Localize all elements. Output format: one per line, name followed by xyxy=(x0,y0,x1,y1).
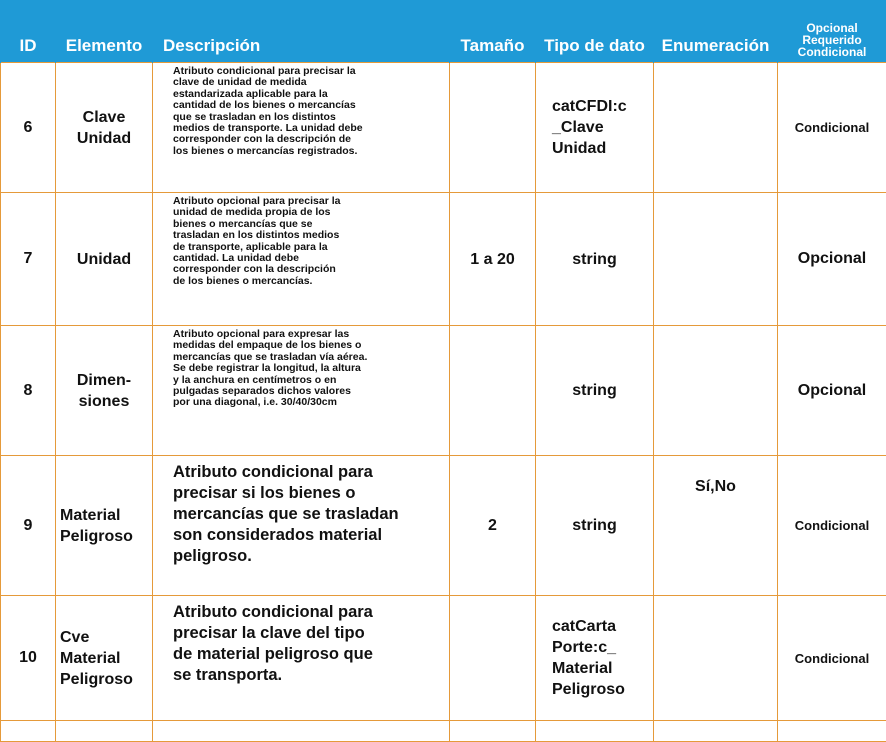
header-req-line3: Condicional xyxy=(778,46,886,58)
elemento-line: Peligroso xyxy=(60,526,152,547)
desc-line: precisar si los bienes o xyxy=(173,483,441,504)
elemento-line: Unidad xyxy=(56,128,152,149)
table-row xyxy=(1,596,886,721)
desc-line: medios de transporte. La unidad debe xyxy=(173,123,443,134)
tipo-line: Peligroso xyxy=(552,679,653,700)
desc-line: Atributo opcional para precisar la xyxy=(173,196,443,207)
desc-line: mercancías que se trasladan xyxy=(173,504,441,525)
header-enumeracion: Enumeración xyxy=(654,0,778,63)
elemento-line: Peligroso xyxy=(60,669,152,690)
elemento-line: Dimen- xyxy=(56,370,152,391)
cell-elemento xyxy=(56,596,153,721)
desc-line: cantidad. La unidad debe xyxy=(173,253,443,264)
desc-line: pulgadas separados dichos valores xyxy=(173,386,443,397)
desc-line: son considerados material xyxy=(173,525,441,546)
cell-empty xyxy=(153,721,450,742)
header-descripcion: Descripción xyxy=(153,0,450,63)
header-requerido xyxy=(778,0,886,63)
cell-tamano: 2 xyxy=(450,456,536,596)
desc-line: y la anchura en centímetros o en xyxy=(173,375,443,386)
cell-enumeracion xyxy=(654,326,778,456)
header-id: ID xyxy=(1,0,56,63)
desc-line: precisar la clave del tipo xyxy=(173,623,441,644)
cell-descripcion xyxy=(153,326,450,456)
desc-line: trasladan en los distintos medios xyxy=(173,230,443,241)
cell-descripcion xyxy=(153,193,450,326)
header-tipo: Tipo de dato xyxy=(536,0,654,63)
tipo-line: catCarta xyxy=(552,616,653,637)
tipo-line: string xyxy=(536,380,653,401)
elemento-line: Material xyxy=(60,648,152,669)
elemento-line: Clave xyxy=(56,107,152,128)
header-tamano: Tamaño xyxy=(450,0,536,63)
cell-id: 6 xyxy=(1,63,56,193)
cell-tipo xyxy=(536,193,654,326)
cell-enumeracion xyxy=(654,193,778,326)
desc-line: de los bienes o mercancías. xyxy=(173,276,443,287)
tipo-line: string xyxy=(536,249,653,270)
cell-enumeracion xyxy=(654,63,778,193)
desc-line: estandarizada aplicable para la xyxy=(173,89,443,100)
tipo-line: catCFDI:c xyxy=(552,96,653,117)
cell-elemento xyxy=(56,456,153,596)
tipo-line: Porte:c_ xyxy=(552,637,653,658)
cell-tipo xyxy=(536,596,654,721)
desc-line: corresponder con la descripción de xyxy=(173,134,443,145)
elemento-line: Unidad xyxy=(56,249,152,270)
desc-line: clave de unidad de medida xyxy=(173,77,443,88)
cell-elemento xyxy=(56,63,153,193)
desc-line: Atributo condicional para xyxy=(173,462,441,483)
table-row xyxy=(1,456,886,596)
cell-descripcion xyxy=(153,456,450,596)
tipo-line: Material xyxy=(552,658,653,679)
cell-id: 10 xyxy=(1,596,56,721)
cell-tipo xyxy=(536,63,654,193)
elemento-line: Cve xyxy=(60,627,152,648)
cell-tipo xyxy=(536,456,654,596)
elemento-line: Material xyxy=(60,505,152,526)
cell-tamano xyxy=(450,596,536,721)
tipo-line: _Clave xyxy=(552,117,653,138)
desc-line: Atributo condicional para xyxy=(173,602,441,623)
desc-line: cantidad de los bienes o mercancías xyxy=(173,100,443,111)
table-row-partial xyxy=(1,721,886,742)
tipo-line: Unidad xyxy=(552,138,653,159)
cell-requerido: Opcional xyxy=(778,193,886,326)
cell-id: 7 xyxy=(1,193,56,326)
cell-requerido: Condicional xyxy=(778,456,886,596)
cell-empty xyxy=(654,721,778,742)
cell-tipo xyxy=(536,326,654,456)
desc-line: los bienes o mercancías registrados. xyxy=(173,146,443,157)
cell-descripcion xyxy=(153,596,450,721)
desc-line: bienes o mercancías que se xyxy=(173,219,443,230)
cell-id: 9 xyxy=(1,456,56,596)
cell-requerido: Opcional xyxy=(778,326,886,456)
desc-line: de transporte, aplicable para la xyxy=(173,242,443,253)
cell-empty xyxy=(778,721,886,742)
elemento-line: siones xyxy=(56,391,152,412)
header-req-line1: Opcional xyxy=(778,22,886,34)
desc-line: medidas del empaque de los bienes o xyxy=(173,340,443,351)
cell-descripcion xyxy=(153,63,450,193)
cell-tamano xyxy=(450,63,536,193)
cell-empty xyxy=(536,721,654,742)
cell-requerido: Condicional xyxy=(778,596,886,721)
cell-empty xyxy=(450,721,536,742)
cell-elemento xyxy=(56,193,153,326)
cell-tamano: 1 a 20 xyxy=(450,193,536,326)
cell-elemento xyxy=(56,326,153,456)
desc-line: por una diagonal, i.e. 30/40/30cm xyxy=(173,397,443,408)
desc-line: peligroso. xyxy=(173,546,441,567)
table-row xyxy=(1,326,886,456)
cell-tamano xyxy=(450,326,536,456)
desc-line: unidad de medida propia de los xyxy=(173,207,443,218)
tipo-line: string xyxy=(536,515,653,536)
desc-line: que se trasladan en los distintos xyxy=(173,112,443,123)
cell-id: 8 xyxy=(1,326,56,456)
table-row xyxy=(1,193,886,326)
desc-line: Se debe registrar la longitud, la altura xyxy=(173,363,443,374)
desc-line: de material peligroso que xyxy=(173,644,441,665)
desc-line: se transporta. xyxy=(173,665,441,686)
desc-line: Atributo condicional para precisar la xyxy=(173,66,443,77)
table-row xyxy=(1,63,886,193)
desc-line: mercancías que se trasladan vía aérea. xyxy=(173,352,443,363)
cell-empty xyxy=(56,721,153,742)
header-row xyxy=(1,0,886,63)
header-req-line2: Requerido xyxy=(778,34,886,46)
cell-requerido: Condicional xyxy=(778,63,886,193)
cell-enumeracion xyxy=(654,596,778,721)
header-elemento: Elemento xyxy=(56,0,153,63)
desc-line: corresponder con la descripción xyxy=(173,264,443,275)
cell-enumeracion: Sí,No xyxy=(654,456,778,596)
desc-line: Atributo opcional para expresar las xyxy=(173,329,443,340)
cell-empty xyxy=(1,721,56,742)
